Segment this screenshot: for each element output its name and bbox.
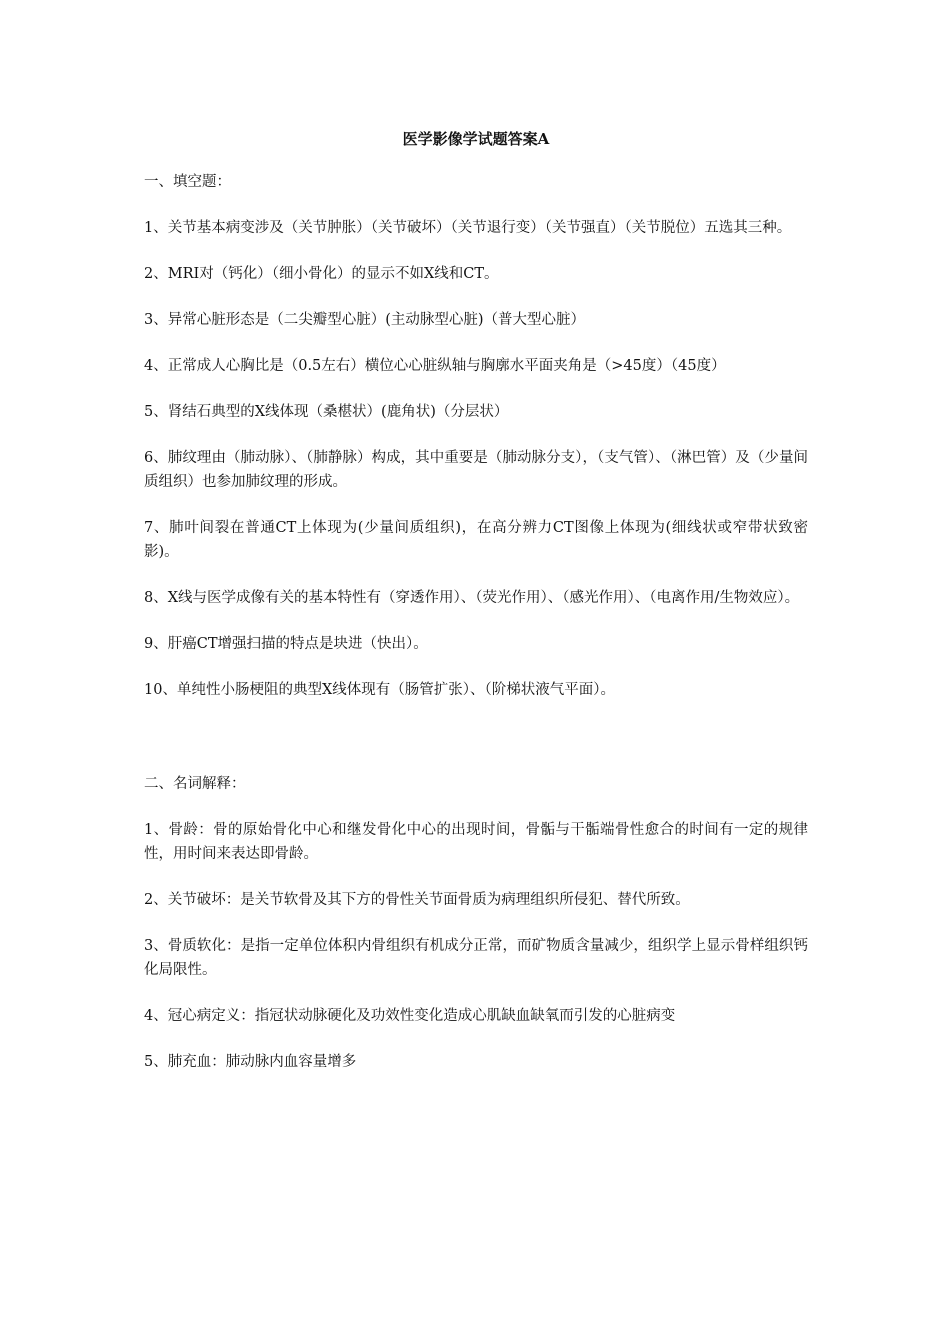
section-heading-fill-in: 一、填空题：	[144, 174, 231, 190]
fill-in-item-1: 1、关节基本病变涉及（关节肿胀）（关节破坏）（关节退行变）（关节强直）（关节脱位）五选其三种。	[144, 220, 792, 236]
term-item-5: 5、肺充血：肺动脉内血容量增多	[144, 1054, 357, 1070]
term-item-1: 1、骨龄：骨的原始骨化中心和继发骨化中心的出现时间，骨骺与干骺端骨性愈合的时间有一定的规律性，用时间来表达即骨龄。	[144, 822, 808, 862]
term-item-4: 4、冠心病定义：指冠状动脉硬化及功效性变化造成心肌缺血缺氧而引发的心脏病变	[144, 1008, 676, 1024]
section-heading-terms: 二、名词解释：	[144, 776, 246, 792]
fill-in-item-9: 9、肝癌CT增强扫描的特点是块进（快出）。	[144, 636, 428, 652]
document-title: 医学影像学试题答案A	[402, 130, 550, 148]
fill-in-item-4: 4、正常成人心胸比是（0.5左右）横位心心脏纵轴与胸廓水平面夹角是（>45度）（45度）	[144, 358, 726, 374]
fill-in-item-8: 8、X线与医学成像有关的基本特性有（穿透作用）、（荧光作用）、（感光作用）、（电离作用/生物效应）。	[144, 590, 800, 606]
fill-in-item-2: 2、MRI对（钙化）（细小骨化）的显示不如X线和CT。	[144, 266, 499, 282]
fill-in-item-10: 10、单纯性小肠梗阻的典型X线体现有（肠管扩张）、（阶梯状液气平面）。	[144, 682, 616, 698]
term-item-3: 3、骨质软化：是指一定单位体积内骨组织有机成分正常，而矿物质含量减少，组织学上显示骨样组织钙化局限性。	[144, 938, 808, 978]
document-page	[144, 128, 808, 1096]
fill-in-item-7: 7、肺叶间裂在普通CT上体现为(少量间质组织)，在高分辨力CT图像上体现为(细线状或窄带状致密影)。	[144, 520, 808, 560]
fill-in-item-3: 3、异常心脏形态是（二尖瓣型心脏）(主动脉型心脏)（普大型心脏）	[144, 312, 586, 328]
section-spacer	[144, 724, 808, 772]
term-item-2: 2、关节破坏：是关节软骨及其下方的骨性关节面骨质为病理组织所侵犯、替代所致。	[144, 892, 690, 908]
fill-in-item-6: 6、肺纹理由（肺动脉）、（肺静脉）构成，其中重要是（肺动脉分支），（支气管）、（淋巴管）及（少量间质组织）也参加肺纹理的形成。	[144, 450, 808, 490]
fill-in-item-5: 5、肾结石典型的X线体现（桑椹状）(鹿角状)（分层状）	[144, 404, 509, 420]
